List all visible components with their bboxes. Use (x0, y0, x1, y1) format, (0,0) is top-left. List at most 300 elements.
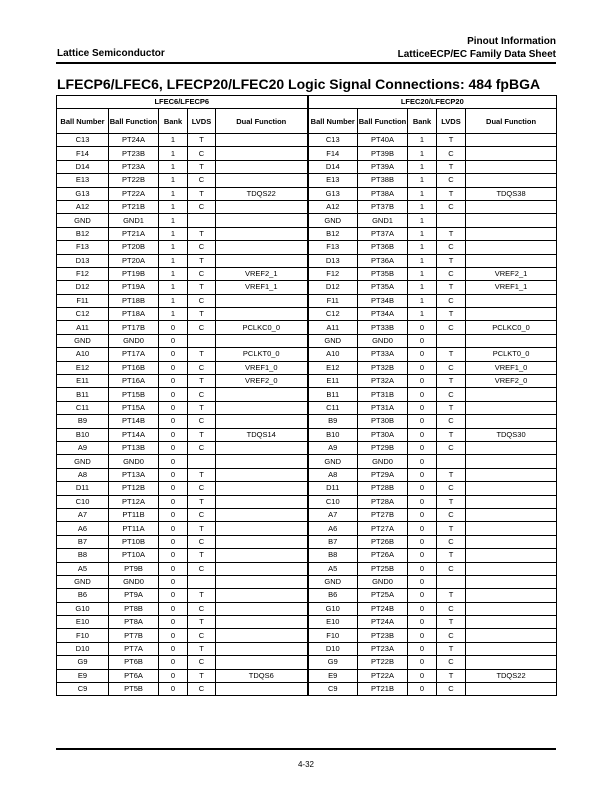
lfec6-lvds-cell: T (188, 227, 216, 240)
lfec6-dual-function-cell: VREF2_0 (216, 375, 308, 388)
table-row (57, 428, 557, 441)
lfec20-dual-function-cell (466, 401, 557, 414)
lfec6-lvds-cell: C (188, 321, 216, 334)
lfec6-ball-number-cell: A8 (57, 468, 109, 481)
lfec6-ball-number-cell: A11 (57, 321, 109, 334)
lfec6-ball-function-cell: PT10A (109, 549, 159, 562)
table-row (57, 227, 557, 240)
column-header-bank: Bank (408, 109, 437, 134)
lfec6-dual-function-cell (216, 508, 308, 521)
lfec6-dual-function-cell: PCLKT0_0 (216, 348, 308, 361)
lfec6-lvds-cell: C (188, 508, 216, 521)
lfec6-bank-cell: 0 (159, 455, 188, 468)
lfec6-bank-cell: 0 (159, 549, 188, 562)
lfec6-dual-function-cell (216, 174, 308, 187)
lfec20-ball-number-cell: B11 (308, 388, 358, 401)
lfec20-dual-function-cell (466, 562, 557, 575)
lfec6-ball-function-cell: PT16A (109, 375, 159, 388)
lfec6-ball-number-cell: E9 (57, 669, 109, 682)
lfec20-lvds-cell: C (437, 200, 466, 213)
table-row (57, 669, 557, 682)
lfec6-bank-cell: 0 (159, 428, 188, 441)
lfec6-dual-function-cell (216, 241, 308, 254)
lfec6-dual-function-cell (216, 401, 308, 414)
lfec20-ball-function-cell: PT23B (358, 629, 408, 642)
lfec20-dual-function-cell (466, 294, 557, 307)
lfec6-lvds-cell: T (188, 522, 216, 535)
lfec20-ball-function-cell: PT36A (358, 254, 408, 267)
lfec20-ball-number-cell: GND (308, 214, 358, 227)
lfec6-lvds-cell: C (188, 388, 216, 401)
lfec20-ball-number-cell: F11 (308, 294, 358, 307)
lfec20-ball-function-cell: PT23A (358, 642, 408, 655)
lfec20-bank-cell: 1 (408, 147, 437, 160)
lfec6-dual-function-cell (216, 549, 308, 562)
lfec20-ball-function-cell: PT22A (358, 669, 408, 682)
lfec6-bank-cell: 1 (159, 294, 188, 307)
lfec20-ball-number-cell: B8 (308, 549, 358, 562)
lfec6-bank-cell: 0 (159, 522, 188, 535)
lfec6-dual-function-cell (216, 642, 308, 655)
table-row (57, 375, 557, 388)
lfec20-ball-number-cell: E12 (308, 361, 358, 374)
lfec6-ball-number-cell: G9 (57, 656, 109, 669)
lfec20-dual-function-cell (466, 656, 557, 669)
lfec6-ball-function-cell: PT15A (109, 401, 159, 414)
lfec6-ball-function-cell: PT11A (109, 522, 159, 535)
lfec6-dual-function-cell: TDQS14 (216, 428, 308, 441)
lfec20-ball-function-cell: PT39B (358, 147, 408, 160)
lfec6-ball-number-cell: E13 (57, 174, 109, 187)
lfec20-bank-cell: 0 (408, 629, 437, 642)
lfec6-bank-cell: 0 (159, 388, 188, 401)
lfec6-ball-function-cell: PT19B (109, 267, 159, 280)
lfec6-bank-cell: 0 (159, 642, 188, 655)
lfec20-dual-function-cell (466, 495, 557, 508)
lfec20-ball-number-cell: F12 (308, 267, 358, 280)
lfec20-ball-number-cell: A6 (308, 522, 358, 535)
lfec20-lvds-cell: T (437, 254, 466, 267)
lfec6-dual-function-cell: PCLKC0_0 (216, 321, 308, 334)
lfec20-ball-number-cell: C9 (308, 683, 358, 696)
table-row (57, 308, 557, 321)
lfec20-lvds-cell: T (437, 669, 466, 682)
lfec20-dual-function-cell (466, 482, 557, 495)
lfec20-ball-function-cell: PT31B (358, 388, 408, 401)
lfec6-dual-function-cell (216, 616, 308, 629)
lfec20-ball-function-cell: PT37B (358, 200, 408, 213)
lfec20-ball-number-cell: B9 (308, 415, 358, 428)
lfec6-lvds-cell: T (188, 348, 216, 361)
lfec6-lvds-cell: C (188, 562, 216, 575)
lfec20-bank-cell: 0 (408, 495, 437, 508)
lfec6-ball-number-cell: C9 (57, 683, 109, 696)
lfec20-lvds-cell: C (437, 482, 466, 495)
lfec6-ball-number-cell: GND (57, 214, 109, 227)
lfec20-dual-function-cell (466, 160, 557, 173)
lfec20-bank-cell: 1 (408, 214, 437, 227)
lfec6-bank-cell: 0 (159, 401, 188, 414)
lfec20-ball-function-cell: PT34B (358, 294, 408, 307)
lfec20-ball-function-cell: PT32A (358, 375, 408, 388)
group-header-lfec6: LFEC6/LFECP6 (57, 96, 308, 109)
lfec20-ball-number-cell: G13 (308, 187, 358, 200)
lfec6-bank-cell: 1 (159, 174, 188, 187)
lfec20-ball-function-cell: PT35A (358, 281, 408, 294)
lfec20-ball-number-cell: A8 (308, 468, 358, 481)
lfec20-ball-function-cell: PT33A (358, 348, 408, 361)
lfec6-ball-function-cell: PT5B (109, 683, 159, 696)
lfec20-lvds-cell: C (437, 508, 466, 521)
lfec6-lvds-cell: C (188, 656, 216, 669)
table-row (57, 348, 557, 361)
lfec20-lvds-cell: C (437, 562, 466, 575)
lfec20-dual-function-cell: PCLKT0_0 (466, 348, 557, 361)
lfec6-lvds-cell: C (188, 415, 216, 428)
lfec20-dual-function-cell (466, 254, 557, 267)
lfec6-ball-number-cell: E10 (57, 616, 109, 629)
lfec20-bank-cell: 0 (408, 388, 437, 401)
lfec6-lvds-cell: C (188, 147, 216, 160)
lfec20-bank-cell: 1 (408, 294, 437, 307)
table-row (57, 415, 557, 428)
lfec20-ball-number-cell: E13 (308, 174, 358, 187)
lfec20-dual-function-cell: TDQS22 (466, 669, 557, 682)
table-row (57, 334, 557, 347)
lfec6-bank-cell: 0 (159, 468, 188, 481)
lfec20-ball-number-cell: G9 (308, 656, 358, 669)
lfec6-lvds-cell: C (188, 361, 216, 374)
lfec6-ball-function-cell: PT14A (109, 428, 159, 441)
document-title: LatticeECP/EC Family Data Sheet (397, 49, 556, 60)
lfec6-ball-function-cell: PT8B (109, 602, 159, 615)
lfec6-ball-function-cell: PT17B (109, 321, 159, 334)
lfec20-dual-function-cell (466, 508, 557, 521)
lfec6-dual-function-cell (216, 629, 308, 642)
lfec6-ball-number-cell: B11 (57, 388, 109, 401)
lfec20-lvds-cell: C (437, 535, 466, 548)
lfec20-ball-function-cell: PT28B (358, 482, 408, 495)
lfec20-lvds-cell: C (437, 147, 466, 160)
lfec20-dual-function-cell: TDQS30 (466, 428, 557, 441)
lfec6-lvds-cell (188, 455, 216, 468)
lfec20-bank-cell: 0 (408, 361, 437, 374)
page-number: 4-32 (297, 760, 314, 769)
lfec20-dual-function-cell (466, 629, 557, 642)
lfec6-lvds-cell: T (188, 428, 216, 441)
lfec6-ball-function-cell: PT24A (109, 134, 159, 147)
lfec6-lvds-cell: C (188, 683, 216, 696)
lfec6-bank-cell: 1 (159, 241, 188, 254)
lfec6-ball-function-cell: GND1 (109, 214, 159, 227)
lfec6-lvds-cell: T (188, 495, 216, 508)
lfec20-bank-cell: 1 (408, 160, 437, 173)
lfec6-ball-function-cell: PT13A (109, 468, 159, 481)
table-row (57, 174, 557, 187)
lfec6-ball-number-cell: A10 (57, 348, 109, 361)
lfec20-lvds-cell: T (437, 642, 466, 655)
lfec20-bank-cell: 0 (408, 482, 437, 495)
lfec20-bank-cell: 0 (408, 656, 437, 669)
lfec20-lvds-cell: T (437, 428, 466, 441)
lfec20-dual-function-cell (466, 388, 557, 401)
table-row (57, 482, 557, 495)
lfec6-ball-number-cell: B12 (57, 227, 109, 240)
lfec6-lvds-cell: T (188, 134, 216, 147)
lfec20-ball-number-cell: A5 (308, 562, 358, 575)
lfec20-lvds-cell: C (437, 241, 466, 254)
lfec20-dual-function-cell: PCLKC0_0 (466, 321, 557, 334)
lfec6-ball-function-cell: PT10B (109, 535, 159, 548)
lfec20-ball-number-cell: G10 (308, 602, 358, 615)
lfec20-dual-function-cell (466, 241, 557, 254)
lfec6-ball-number-cell: GND (57, 575, 109, 588)
lfec20-ball-function-cell: PT38A (358, 187, 408, 200)
lfec20-ball-function-cell: PT30B (358, 415, 408, 428)
column-header-bank: Bank (159, 109, 188, 134)
lfec20-lvds-cell: C (437, 629, 466, 642)
lfec6-ball-function-cell: PT7A (109, 642, 159, 655)
table-row (57, 656, 557, 669)
lfec20-dual-function-cell (466, 468, 557, 481)
lfec6-dual-function-cell (216, 308, 308, 321)
lfec6-lvds-cell: C (188, 482, 216, 495)
lfec20-bank-cell: 0 (408, 375, 437, 388)
lfec20-ball-number-cell: B10 (308, 428, 358, 441)
table-row (57, 401, 557, 414)
column-header-ball-number: Ball Number (308, 109, 358, 134)
lfec20-lvds-cell: T (437, 589, 466, 602)
table-row (57, 294, 557, 307)
lfec20-dual-function-cell (466, 134, 557, 147)
lfec6-bank-cell: 1 (159, 281, 188, 294)
table-row (57, 267, 557, 280)
lfec6-dual-function-cell (216, 455, 308, 468)
lfec20-ball-number-cell: D10 (308, 642, 358, 655)
lfec6-bank-cell: 0 (159, 656, 188, 669)
lfec20-lvds-cell: T (437, 308, 466, 321)
lfec20-dual-function-cell (466, 174, 557, 187)
lfec6-ball-function-cell: PT13B (109, 441, 159, 454)
section-name: Pinout Information (467, 36, 556, 47)
lfec20-lvds-cell: T (437, 348, 466, 361)
lfec6-ball-number-cell: C10 (57, 495, 109, 508)
lfec20-dual-function-cell (466, 455, 557, 468)
table-row (57, 642, 557, 655)
lfec20-bank-cell: 1 (408, 241, 437, 254)
lfec20-ball-number-cell: B6 (308, 589, 358, 602)
lfec20-bank-cell: 0 (408, 348, 437, 361)
lfec6-dual-function-cell (216, 495, 308, 508)
lfec6-dual-function-cell (216, 227, 308, 240)
lfec20-ball-function-cell: PT29A (358, 468, 408, 481)
lfec6-ball-number-cell: F14 (57, 147, 109, 160)
table-row (57, 522, 557, 535)
lfec20-ball-number-cell: D12 (308, 281, 358, 294)
lfec6-dual-function-cell: VREF2_1 (216, 267, 308, 280)
lfec20-ball-function-cell: PT27A (358, 522, 408, 535)
lfec20-bank-cell: 0 (408, 508, 437, 521)
lfec20-ball-number-cell: C13 (308, 134, 358, 147)
lfec20-bank-cell: 0 (408, 522, 437, 535)
running-header (398, 35, 556, 61)
lfec6-dual-function-cell (216, 535, 308, 548)
lfec6-ball-number-cell: D14 (57, 160, 109, 173)
lfec20-lvds-cell: C (437, 361, 466, 374)
lfec6-bank-cell: 0 (159, 495, 188, 508)
lfec20-ball-function-cell: PT40A (358, 134, 408, 147)
lfec20-ball-number-cell: F13 (308, 241, 358, 254)
lfec20-ball-number-cell: B12 (308, 227, 358, 240)
lfec6-lvds-cell (188, 575, 216, 588)
lfec6-lvds-cell: C (188, 441, 216, 454)
lfec6-dual-function-cell (216, 134, 308, 147)
lfec20-ball-function-cell: PT24A (358, 616, 408, 629)
table-row (57, 321, 557, 334)
lfec6-bank-cell: 0 (159, 361, 188, 374)
table-row (57, 535, 557, 548)
lfec20-ball-number-cell: E10 (308, 616, 358, 629)
lfec20-dual-function-cell (466, 642, 557, 655)
lfec20-ball-number-cell: A9 (308, 441, 358, 454)
lfec6-ball-number-cell: A12 (57, 200, 109, 213)
lfec20-dual-function-cell (466, 308, 557, 321)
lfec6-ball-number-cell: F12 (57, 267, 109, 280)
lfec6-ball-function-cell: PT6A (109, 669, 159, 682)
lfec6-ball-number-cell: E12 (57, 361, 109, 374)
lfec6-ball-function-cell: PT9A (109, 589, 159, 602)
table-row (57, 468, 557, 481)
lfec20-ball-function-cell: PT26A (358, 549, 408, 562)
lfec6-bank-cell: 0 (159, 562, 188, 575)
lfec20-ball-number-cell: D11 (308, 482, 358, 495)
lfec6-lvds-cell: T (188, 254, 216, 267)
footer-rule (56, 748, 556, 750)
lfec6-ball-function-cell: PT22B (109, 174, 159, 187)
lfec20-lvds-cell: T (437, 401, 466, 414)
lfec20-lvds-cell: C (437, 388, 466, 401)
table-row (57, 134, 557, 147)
lfec20-bank-cell: 0 (408, 468, 437, 481)
lfec20-dual-function-cell (466, 549, 557, 562)
lfec20-lvds-cell: T (437, 616, 466, 629)
lfec6-dual-function-cell (216, 415, 308, 428)
lfec6-bank-cell: 0 (159, 441, 188, 454)
lfec20-bank-cell: 1 (408, 200, 437, 213)
lfec6-bank-cell: 1 (159, 147, 188, 160)
lfec6-ball-function-cell: PT6B (109, 656, 159, 669)
lfec6-bank-cell: 0 (159, 575, 188, 588)
lfec20-bank-cell: 1 (408, 254, 437, 267)
pinout-table (56, 95, 557, 696)
lfec6-ball-function-cell: PT17A (109, 348, 159, 361)
lfec6-bank-cell: 0 (159, 375, 188, 388)
lfec20-lvds-cell: C (437, 267, 466, 280)
lfec6-dual-function-cell (216, 602, 308, 615)
lfec6-bank-cell: 1 (159, 160, 188, 173)
lfec6-ball-function-cell: PT16B (109, 361, 159, 374)
lfec6-ball-number-cell: D10 (57, 642, 109, 655)
lfec20-lvds-cell: C (437, 683, 466, 696)
lfec6-ball-function-cell: PT18B (109, 294, 159, 307)
lfec20-lvds-cell: T (437, 281, 466, 294)
lfec6-ball-function-cell: GND0 (109, 575, 159, 588)
lfec20-ball-number-cell: A10 (308, 348, 358, 361)
lfec6-ball-number-cell: C12 (57, 308, 109, 321)
lfec20-ball-number-cell: C10 (308, 495, 358, 508)
lfec20-ball-function-cell: PT35B (358, 267, 408, 280)
lfec6-bank-cell: 0 (159, 669, 188, 682)
lfec6-ball-function-cell: GND0 (109, 334, 159, 347)
lfec20-lvds-cell: C (437, 602, 466, 615)
lfec6-ball-number-cell: B9 (57, 415, 109, 428)
lfec6-bank-cell: 1 (159, 187, 188, 200)
lfec20-ball-function-cell: GND0 (358, 334, 408, 347)
lfec20-ball-function-cell: PT22B (358, 656, 408, 669)
lfec6-dual-function-cell (216, 468, 308, 481)
lfec20-bank-cell: 1 (408, 267, 437, 280)
lfec6-dual-function-cell (216, 441, 308, 454)
lfec6-dual-function-cell (216, 388, 308, 401)
lfec20-lvds-cell: C (437, 174, 466, 187)
lfec20-bank-cell: 0 (408, 589, 437, 602)
lfec6-ball-function-cell: PT21B (109, 200, 159, 213)
lfec6-dual-function-cell (216, 214, 308, 227)
lfec20-ball-function-cell: PT24B (358, 602, 408, 615)
lfec6-ball-function-cell: PT11B (109, 508, 159, 521)
lfec6-bank-cell: 0 (159, 589, 188, 602)
lfec6-ball-number-cell: B8 (57, 549, 109, 562)
lfec6-dual-function-cell (216, 294, 308, 307)
lfec20-dual-function-cell (466, 683, 557, 696)
lfec6-ball-number-cell: G10 (57, 602, 109, 615)
lfec20-ball-number-cell: GND (308, 575, 358, 588)
lfec6-dual-function-cell (216, 683, 308, 696)
lfec20-ball-function-cell: GND1 (358, 214, 408, 227)
table-row (57, 508, 557, 521)
table-row (57, 147, 557, 160)
lfec20-bank-cell: 1 (408, 134, 437, 147)
lfec20-bank-cell: 1 (408, 227, 437, 240)
lfec20-bank-cell: 0 (408, 602, 437, 615)
lfec20-ball-number-cell: GND (308, 334, 358, 347)
lfec20-ball-function-cell: PT37A (358, 227, 408, 240)
lfec6-ball-function-cell: PT20B (109, 241, 159, 254)
lfec6-lvds-cell: C (188, 200, 216, 213)
lfec6-dual-function-cell (216, 334, 308, 347)
lfec6-lvds-cell: T (188, 616, 216, 629)
lfec20-ball-number-cell: F14 (308, 147, 358, 160)
lfec20-ball-function-cell: PT21B (358, 683, 408, 696)
lfec20-ball-function-cell: PT31A (358, 401, 408, 414)
lfec20-bank-cell: 0 (408, 549, 437, 562)
column-header-ball-function: Ball Function (358, 109, 408, 134)
lfec6-ball-number-cell: GND (57, 334, 109, 347)
table-row (57, 241, 557, 254)
lfec6-dual-function-cell (216, 575, 308, 588)
lfec20-dual-function-cell (466, 200, 557, 213)
lfec6-ball-number-cell: F10 (57, 629, 109, 642)
lfec20-lvds-cell: T (437, 134, 466, 147)
lfec20-ball-function-cell: PT25B (358, 562, 408, 575)
lfec20-lvds-cell: T (437, 227, 466, 240)
lfec20-ball-number-cell: D13 (308, 254, 358, 267)
table-row (57, 214, 557, 227)
lfec20-ball-function-cell: PT32B (358, 361, 408, 374)
lfec6-ball-number-cell: E11 (57, 375, 109, 388)
table-row (57, 254, 557, 267)
table-row (57, 495, 557, 508)
